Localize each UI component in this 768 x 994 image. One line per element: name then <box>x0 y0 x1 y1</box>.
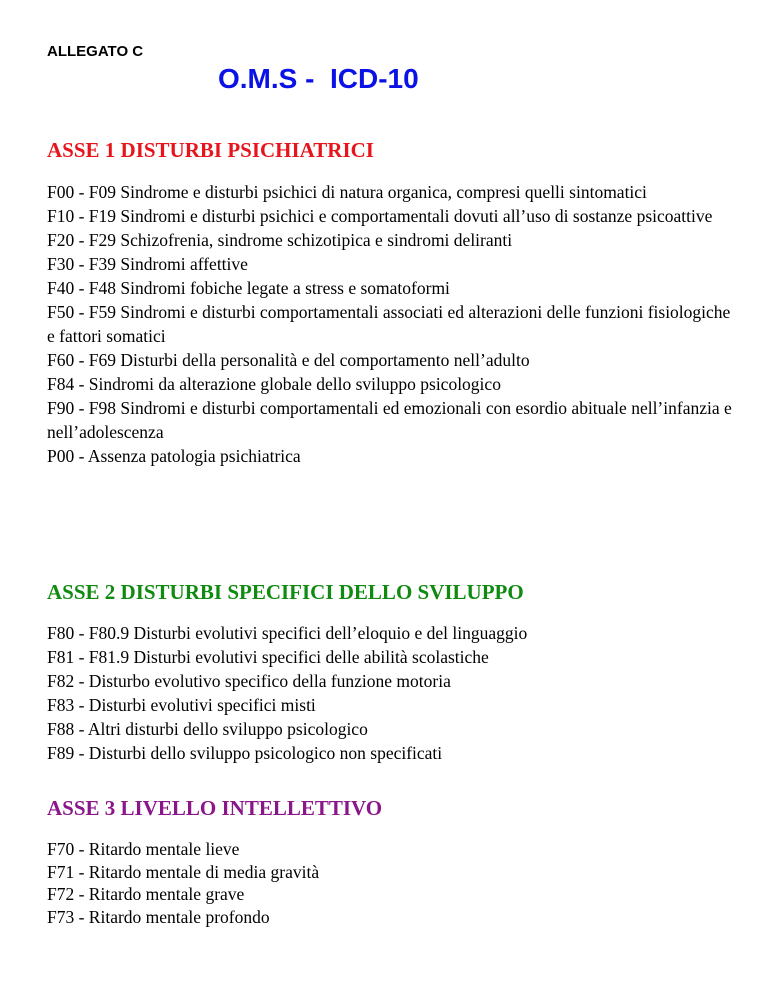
list-item: F20 - F29 Schizofrenia, sindrome schizotipica e sindromi deliranti <box>47 230 513 250</box>
list-item: P00 - Assenza patologia psichiatrica <box>47 446 301 466</box>
allegato-label: ALLEGATO C <box>47 43 144 60</box>
list-item: F00 - F09 Sindrome e disturbi psichici di natura organica, compresi quelli sintomatici <box>47 182 647 202</box>
list-item: F60 - F69 Disturbi della personalità e del comportamento nell’adulto <box>47 350 530 370</box>
section-asse-3 <box>47 794 737 928</box>
list-item: F30 - F39 Sindromi affettive <box>47 254 248 274</box>
entry-list-asse-2 <box>47 621 737 765</box>
list-item: F50 - F59 Sindromi e disturbi comportamentali associati ed alterazioni delle funzioni fisiologiche e fattori somatici <box>47 302 731 346</box>
list-item: F81 - F81.9 Disturbi evolutivi specifici delle abilità scolastiche <box>47 647 489 667</box>
section-heading-asse-2: ASSE 2 DISTURBI SPECIFICI DELLO SVILUPPO <box>47 580 524 604</box>
section-heading-asse-1: ASSE 1 DISTURBI PSICHIATRICI <box>47 138 374 162</box>
list-item: F71 - Ritardo mentale di media gravità <box>47 861 320 882</box>
entry-list-asse-1 <box>47 180 737 468</box>
document-title: O.M.S - ICD-10 <box>218 63 419 94</box>
list-item: F40 - F48 Sindromi fobiche legate a stress e somatoformi <box>47 278 450 298</box>
section-heading-asse-3: ASSE 3 LIVELLO INTELLETTIVO <box>47 796 383 820</box>
section-asse-2 <box>47 578 737 765</box>
list-item: F83 - Disturbi evolutivi specifici misti <box>47 695 316 715</box>
entry-list-asse-3 <box>47 838 737 928</box>
list-item: F82 - Disturbo evolutivo specifico della funzione motoria <box>47 671 451 691</box>
list-item: F80 - F80.9 Disturbi evolutivi specifici dell’eloquio e del linguaggio <box>47 623 528 643</box>
list-item: F73 - Ritardo mentale profondo <box>47 906 270 927</box>
list-item: F88 - Altri disturbi dello sviluppo psicologico <box>47 719 368 739</box>
section-asse-1 <box>47 136 737 468</box>
list-item: F10 - F19 Sindromi e disturbi psichici e comportamentali dovuti all’uso di sostanze psicoattive <box>47 206 713 226</box>
list-item: F90 - F98 Sindromi e disturbi comportamentali ed emozionali con esordio abituale nell’infanzia e nell’adolescenza <box>47 398 732 442</box>
list-item: F84 - Sindromi da alterazione globale dello sviluppo psicologico <box>47 374 501 394</box>
list-item: F70 - Ritardo mentale lieve <box>47 839 240 859</box>
list-item: F72 - Ritardo mentale grave <box>47 884 245 904</box>
list-item: F89 - Disturbi dello sviluppo psicologico non specificati <box>47 743 443 763</box>
